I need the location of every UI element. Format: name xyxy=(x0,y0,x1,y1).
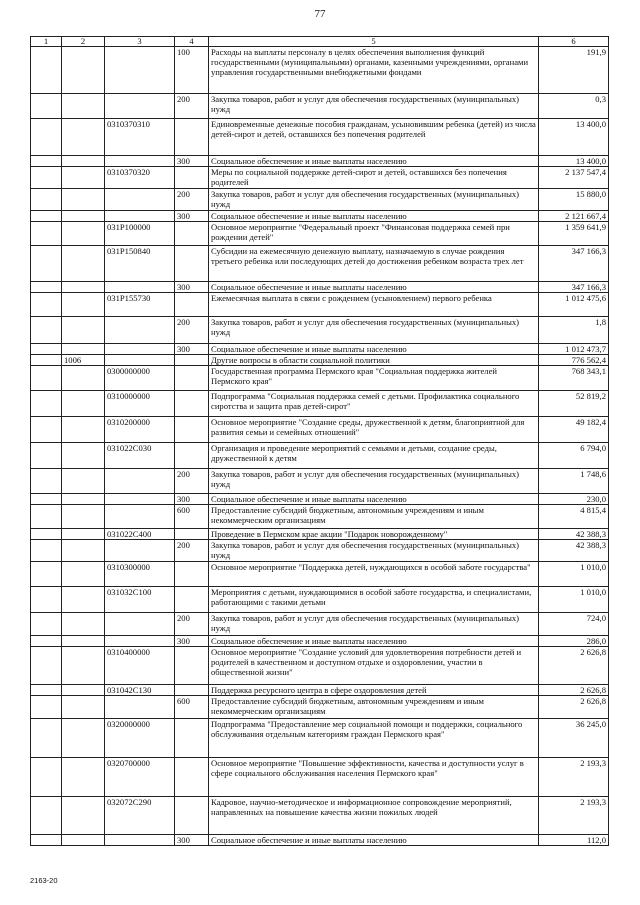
amount-cell: 2 121 667,4 xyxy=(539,211,609,222)
subsection-code-cell xyxy=(62,222,105,246)
section-cell xyxy=(31,685,62,696)
target-article-code-cell: 0310400000 xyxy=(105,647,175,685)
section-cell xyxy=(31,443,62,469)
amount-cell: 6 794,0 xyxy=(539,443,609,469)
target-article-code-cell: 0310300000 xyxy=(105,562,175,587)
table-row xyxy=(31,189,609,211)
description-cell: Закупка товаров, работ и услуг для обеспечения государственных (муниципальных) нужд xyxy=(209,317,539,344)
target-article-code-cell xyxy=(105,494,175,505)
description-cell: Государственная программа Пермского края "Социальная поддержка жителей Пермского края" xyxy=(209,366,539,391)
subsection-code-cell xyxy=(62,417,105,443)
section-cell xyxy=(31,293,62,317)
expense-type-code-cell xyxy=(175,222,209,246)
description-cell: Социальное обеспечение и иные выплаты населению xyxy=(209,835,539,846)
target-article-code-cell: 031022C400 xyxy=(105,529,175,540)
section-cell xyxy=(31,355,62,366)
amount-cell: 2 193,3 xyxy=(539,797,609,835)
table-row xyxy=(31,797,609,835)
target-article-code-cell: 0320000000 xyxy=(105,719,175,758)
amount-cell: 2 193,3 xyxy=(539,758,609,797)
page-number: 77 xyxy=(314,8,326,20)
table-body xyxy=(31,47,609,846)
description-cell: Расходы на выплаты персоналу в целях обеспечения выполнения функций государственными (муниципальными) органами, казенными учреждениями, органами управления государственными внебюджетными фондами xyxy=(209,47,539,94)
description-cell: Социальное обеспечение и иные выплаты населению xyxy=(209,282,539,293)
subsection-code-cell xyxy=(62,282,105,293)
section-cell xyxy=(31,282,62,293)
description-cell: Основное мероприятие "Федеральный проект "Финансовая поддержка семей при рождении детей" xyxy=(209,222,539,246)
target-article-code-cell: 0300000000 xyxy=(105,366,175,391)
target-article-code-cell: 031P100000 xyxy=(105,222,175,246)
amount-cell: 1 012 473,7 xyxy=(539,344,609,355)
expense-type-code-cell xyxy=(175,719,209,758)
section-cell xyxy=(31,211,62,222)
description-cell: Социальное обеспечение и иные выплаты населению xyxy=(209,494,539,505)
expense-type-code-cell: 200 xyxy=(175,317,209,344)
section-cell xyxy=(31,529,62,540)
table-row xyxy=(31,647,609,685)
table-row xyxy=(31,636,609,647)
subsection-code-cell xyxy=(62,685,105,696)
subsection-code-cell xyxy=(62,156,105,167)
expense-type-code-cell xyxy=(175,587,209,613)
footer-code: 2163-20 xyxy=(30,876,58,885)
description-cell: Проведение в Пермском крае акции "Подарок новорожденному" xyxy=(209,529,539,540)
expense-type-code-cell xyxy=(175,685,209,696)
subsection-code-cell xyxy=(62,344,105,355)
description-cell: Ежемесячная выплата в связи с рождением (усыновлением) первого ребенка xyxy=(209,293,539,317)
table-row xyxy=(31,696,609,719)
expense-type-code-cell xyxy=(175,562,209,587)
expense-type-code-cell: 300 xyxy=(175,211,209,222)
header-cell: 3 xyxy=(105,37,175,47)
target-article-code-cell xyxy=(105,282,175,293)
description-cell: Основное мероприятие "Поддержка детей, нуждающихся в особой заботе государства" xyxy=(209,562,539,587)
section-cell xyxy=(31,94,62,119)
description-cell: Социальное обеспечение и иные выплаты населению xyxy=(209,636,539,647)
target-article-code-cell xyxy=(105,211,175,222)
subsection-code-cell xyxy=(62,540,105,562)
amount-cell: 1 010,0 xyxy=(539,562,609,587)
amount-cell: 230,0 xyxy=(539,494,609,505)
subsection-code-cell xyxy=(62,119,105,156)
table-row xyxy=(31,246,609,282)
target-article-code-cell xyxy=(105,835,175,846)
target-article-code-cell: 031P150840 xyxy=(105,246,175,282)
expense-type-code-cell xyxy=(175,797,209,835)
description-cell: Подпрограмма "Предоставление мер социальной помощи и поддержки, социального обслуживания отдельным категориям граждан Пермского края" xyxy=(209,719,539,758)
section-cell xyxy=(31,47,62,94)
description-cell: Основное мероприятие "Создание среды, дружественной к детям, благоприятной для развития семьи и семейных отношений" xyxy=(209,417,539,443)
target-article-code-cell xyxy=(105,613,175,636)
section-cell xyxy=(31,719,62,758)
description-cell: Социальное обеспечение и иные выплаты населению xyxy=(209,211,539,222)
amount-cell: 776 562,4 xyxy=(539,355,609,366)
expense-type-code-cell: 600 xyxy=(175,505,209,529)
expense-type-code-cell: 100 xyxy=(175,47,209,94)
expense-type-code-cell: 300 xyxy=(175,344,209,355)
amount-cell: 42 388,3 xyxy=(539,529,609,540)
table-row xyxy=(31,613,609,636)
target-article-code-cell xyxy=(105,156,175,167)
amount-cell: 347 166,3 xyxy=(539,282,609,293)
subsection-code-cell xyxy=(62,529,105,540)
description-cell: Подпрограмма "Социальная поддержка семей с детьми. Профилактика социального сиротства и защита прав детей-сирот" xyxy=(209,391,539,417)
section-cell xyxy=(31,562,62,587)
header-row xyxy=(31,37,609,47)
expense-type-code-cell xyxy=(175,758,209,797)
header-cell: 4 xyxy=(175,37,209,47)
section-cell xyxy=(31,156,62,167)
subsection-code-cell xyxy=(62,293,105,317)
amount-cell: 1 010,0 xyxy=(539,587,609,613)
section-cell xyxy=(31,540,62,562)
description-cell: Организация и проведение мероприятий с семьями и детьми, создание среды, дружественной к детям xyxy=(209,443,539,469)
section-cell xyxy=(31,494,62,505)
amount-cell: 4 815,4 xyxy=(539,505,609,529)
target-article-code-cell: 031022C030 xyxy=(105,443,175,469)
section-cell xyxy=(31,317,62,344)
target-article-code-cell xyxy=(105,47,175,94)
table-row xyxy=(31,587,609,613)
subsection-code-cell xyxy=(62,317,105,344)
description-cell: Единовременные денежные пособия гражданам, усыновившим ребенка (детей) из числа детей-сирот и детей, оставшихся без попечения родителей xyxy=(209,119,539,156)
amount-cell: 52 819,2 xyxy=(539,391,609,417)
header-cell: 1 xyxy=(31,37,62,47)
target-article-code-cell: 0320700000 xyxy=(105,758,175,797)
subsection-code-cell xyxy=(62,758,105,797)
section-cell xyxy=(31,222,62,246)
table-row xyxy=(31,562,609,587)
description-cell: Поддержка ресурсного центра в сфере оздоровления детей xyxy=(209,685,539,696)
target-article-code-cell xyxy=(105,540,175,562)
amount-cell: 13 400,0 xyxy=(539,119,609,156)
subsection-code-cell xyxy=(62,562,105,587)
description-cell: Закупка товаров, работ и услуг для обеспечения государственных (муниципальных) нужд xyxy=(209,189,539,211)
description-cell: Закупка товаров, работ и услуг для обеспечения государственных (муниципальных) нужд xyxy=(209,540,539,562)
expense-type-code-cell xyxy=(175,119,209,156)
amount-cell: 724,0 xyxy=(539,613,609,636)
expense-type-code-cell xyxy=(175,366,209,391)
target-article-code-cell xyxy=(105,94,175,119)
subsection-code-cell xyxy=(62,613,105,636)
amount-cell: 2 626,8 xyxy=(539,696,609,719)
amount-cell: 1 359 641,9 xyxy=(539,222,609,246)
table-row xyxy=(31,94,609,119)
section-cell xyxy=(31,758,62,797)
subsection-code-cell xyxy=(62,211,105,222)
subsection-code-cell: 1006 xyxy=(62,355,105,366)
subsection-code-cell xyxy=(62,647,105,685)
subsection-code-cell xyxy=(62,505,105,529)
table-row xyxy=(31,469,609,494)
target-article-code-cell: 031P155730 xyxy=(105,293,175,317)
header-cell: 5 xyxy=(209,37,539,47)
section-cell xyxy=(31,647,62,685)
table-row xyxy=(31,211,609,222)
table-row xyxy=(31,529,609,540)
expense-type-code-cell: 300 xyxy=(175,282,209,293)
expense-type-code-cell xyxy=(175,443,209,469)
section-cell xyxy=(31,469,62,494)
expense-type-code-cell: 200 xyxy=(175,540,209,562)
table-row xyxy=(31,835,609,846)
description-cell: Меры по социальной поддержке детей-сирот и детей, оставшихся без попечения родителей xyxy=(209,167,539,189)
description-cell: Закупка товаров, работ и услуг для обеспечения государственных (муниципальных) нужд xyxy=(209,613,539,636)
subsection-code-cell xyxy=(62,719,105,758)
amount-cell: 191,9 xyxy=(539,47,609,94)
expense-type-code-cell xyxy=(175,246,209,282)
amount-cell: 1,8 xyxy=(539,317,609,344)
table-row xyxy=(31,167,609,189)
budget-table xyxy=(30,36,609,846)
section-cell xyxy=(31,613,62,636)
section-cell xyxy=(31,587,62,613)
expense-type-code-cell xyxy=(175,355,209,366)
description-cell: Предоставление субсидий бюджетным, автономным учреждениям и иным некоммерческим организациям xyxy=(209,505,539,529)
target-article-code-cell: 0310370310 xyxy=(105,119,175,156)
table-row xyxy=(31,355,609,366)
table-row xyxy=(31,282,609,293)
expense-type-code-cell: 300 xyxy=(175,156,209,167)
table-row xyxy=(31,540,609,562)
target-article-code-cell: 0310370320 xyxy=(105,167,175,189)
amount-cell: 768 343,1 xyxy=(539,366,609,391)
amount-cell: 1 748,6 xyxy=(539,469,609,494)
description-cell: Другие вопросы в области социальной политики xyxy=(209,355,539,366)
table-row xyxy=(31,119,609,156)
section-cell xyxy=(31,636,62,647)
amount-cell: 2 626,8 xyxy=(539,685,609,696)
description-cell: Предоставление субсидий бюджетным, автономным учреждениям и иным некоммерческим организациям xyxy=(209,696,539,719)
amount-cell: 42 388,3 xyxy=(539,540,609,562)
amount-cell: 0,3 xyxy=(539,94,609,119)
description-cell: Основное мероприятие "Создание условий для удовлетворения потребности детей и родителей в качественном и доступном отдыхе и оздоровлении, участии в общественной жизни" xyxy=(209,647,539,685)
expense-type-code-cell: 300 xyxy=(175,494,209,505)
target-article-code-cell: 031032C100 xyxy=(105,587,175,613)
table-row xyxy=(31,719,609,758)
subsection-code-cell xyxy=(62,366,105,391)
table-row xyxy=(31,758,609,797)
target-article-code-cell xyxy=(105,636,175,647)
subsection-code-cell xyxy=(62,797,105,835)
expense-type-code-cell xyxy=(175,167,209,189)
expense-type-code-cell: 200 xyxy=(175,613,209,636)
table-row xyxy=(31,391,609,417)
table-row xyxy=(31,222,609,246)
table-row xyxy=(31,47,609,94)
section-cell xyxy=(31,696,62,719)
table-row xyxy=(31,443,609,469)
subsection-code-cell xyxy=(62,47,105,94)
expense-type-code-cell xyxy=(175,647,209,685)
expense-type-code-cell: 600 xyxy=(175,696,209,719)
target-article-code-cell xyxy=(105,469,175,494)
expense-type-code-cell: 300 xyxy=(175,636,209,647)
section-cell xyxy=(31,246,62,282)
expense-type-code-cell: 200 xyxy=(175,469,209,494)
target-article-code-cell: 0310000000 xyxy=(105,391,175,417)
amount-cell: 2 137 547,4 xyxy=(539,167,609,189)
subsection-code-cell xyxy=(62,94,105,119)
header-cell: 6 xyxy=(539,37,609,47)
amount-cell: 286,0 xyxy=(539,636,609,647)
subsection-code-cell xyxy=(62,696,105,719)
description-cell: Мероприятия с детьми, нуждающимися в особой заботе государства, и специалистами, работающими с такими детьми xyxy=(209,587,539,613)
section-cell xyxy=(31,835,62,846)
target-article-code-cell xyxy=(105,344,175,355)
expense-type-code-cell: 200 xyxy=(175,94,209,119)
table-row xyxy=(31,293,609,317)
table-row xyxy=(31,317,609,344)
table-row xyxy=(31,505,609,529)
section-cell xyxy=(31,366,62,391)
description-cell: Закупка товаров, работ и услуг для обеспечения государственных (муниципальных) нужд xyxy=(209,469,539,494)
subsection-code-cell xyxy=(62,189,105,211)
target-article-code-cell xyxy=(105,317,175,344)
subsection-code-cell xyxy=(62,443,105,469)
table-row xyxy=(31,417,609,443)
amount-cell: 36 245,0 xyxy=(539,719,609,758)
table-row xyxy=(31,344,609,355)
section-cell xyxy=(31,797,62,835)
section-cell xyxy=(31,189,62,211)
target-article-code-cell xyxy=(105,696,175,719)
expense-type-code-cell xyxy=(175,293,209,317)
subsection-code-cell xyxy=(62,167,105,189)
section-cell xyxy=(31,344,62,355)
table-row xyxy=(31,366,609,391)
expense-type-code-cell: 200 xyxy=(175,189,209,211)
amount-cell: 13 400,0 xyxy=(539,156,609,167)
description-cell: Субсидии на ежемесячную денежную выплату, назначаемую в случае рождения третьего ребенка или последующих детей до достижения ребенком возраста трех лет xyxy=(209,246,539,282)
amount-cell: 112,0 xyxy=(539,835,609,846)
target-article-code-cell xyxy=(105,355,175,366)
description-cell: Социальное обеспечение и иные выплаты населению xyxy=(209,156,539,167)
subsection-code-cell xyxy=(62,246,105,282)
section-cell xyxy=(31,391,62,417)
expense-type-code-cell xyxy=(175,417,209,443)
description-cell: Основное мероприятие "Повышение эффективности, качества и доступности услуг в сфере социального обслуживания населения Пермского края" xyxy=(209,758,539,797)
expense-type-code-cell xyxy=(175,391,209,417)
subsection-code-cell xyxy=(62,587,105,613)
target-article-code-cell: 0310200000 xyxy=(105,417,175,443)
expense-type-code-cell xyxy=(175,529,209,540)
subsection-code-cell xyxy=(62,391,105,417)
table-row xyxy=(31,494,609,505)
header-cell: 2 xyxy=(62,37,105,47)
target-article-code-cell xyxy=(105,505,175,529)
description-cell: Закупка товаров, работ и услуг для обеспечения государственных (муниципальных) нужд xyxy=(209,94,539,119)
subsection-code-cell xyxy=(62,494,105,505)
amount-cell: 1 012 475,6 xyxy=(539,293,609,317)
amount-cell: 15 880,0 xyxy=(539,189,609,211)
target-article-code-cell: 031042C130 xyxy=(105,685,175,696)
description-cell: Социальное обеспечение и иные выплаты населению xyxy=(209,344,539,355)
amount-cell: 347 166,3 xyxy=(539,246,609,282)
target-article-code-cell xyxy=(105,189,175,211)
section-cell xyxy=(31,119,62,156)
subsection-code-cell xyxy=(62,835,105,846)
amount-cell: 49 182,4 xyxy=(539,417,609,443)
target-article-code-cell: 032072C290 xyxy=(105,797,175,835)
section-cell xyxy=(31,167,62,189)
expense-type-code-cell: 300 xyxy=(175,835,209,846)
table-row xyxy=(31,685,609,696)
description-cell: Кадровое, научно-методическое и информационное сопровождение мероприятий, направленных на повышение качества жизни пожилых людей xyxy=(209,797,539,835)
table-row xyxy=(31,156,609,167)
subsection-code-cell xyxy=(62,636,105,647)
section-cell xyxy=(31,417,62,443)
section-cell xyxy=(31,505,62,529)
subsection-code-cell xyxy=(62,469,105,494)
amount-cell: 2 626,8 xyxy=(539,647,609,685)
